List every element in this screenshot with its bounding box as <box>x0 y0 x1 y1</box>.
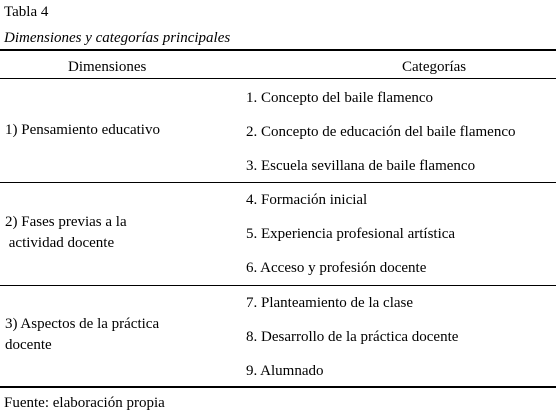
dimension-line: docente <box>5 337 52 353</box>
category-item: 8. Desarrollo de la práctica docente <box>246 329 459 345</box>
dimension-line: 2) Fases previas a la <box>5 214 127 230</box>
dimension-line: 1) Pensamiento educativo <box>5 122 160 138</box>
dimension-line: actividad docente <box>5 235 115 251</box>
dimension-label <box>5 120 235 141</box>
table-source: Fuente: elaboración propia <box>4 395 165 411</box>
dimension-line: 3) Aspectos de la práctica <box>5 316 160 332</box>
category-item: 9. Alumnado <box>246 363 324 379</box>
category-item: 7. Planteamiento de la clase <box>246 295 414 311</box>
category-item: 2. Concepto de educación del baile flamenco <box>246 124 516 140</box>
table-label: Tabla 4 <box>4 4 49 20</box>
category-item: 5. Experiencia profesional artística <box>246 226 456 242</box>
table-title: Dimensiones y categorías principales <box>4 30 231 46</box>
category-item: 1. Concepto del baile flamenco <box>246 90 434 106</box>
bottom-rule <box>0 386 556 388</box>
top-rule <box>0 49 556 51</box>
group-divider <box>0 182 556 183</box>
group-divider <box>0 285 556 286</box>
header-dimensions: Dimensiones <box>68 59 147 75</box>
category-item: 3. Escuela sevillana de baile flamenco <box>246 158 476 174</box>
category-item: 6. Acceso y profesión docente <box>246 260 427 276</box>
header-rule <box>0 78 556 79</box>
dimension-label <box>5 314 235 356</box>
header-categories: Categorías <box>402 59 467 75</box>
category-item: 4. Formación inicial <box>246 192 368 208</box>
dimension-label <box>5 212 235 254</box>
